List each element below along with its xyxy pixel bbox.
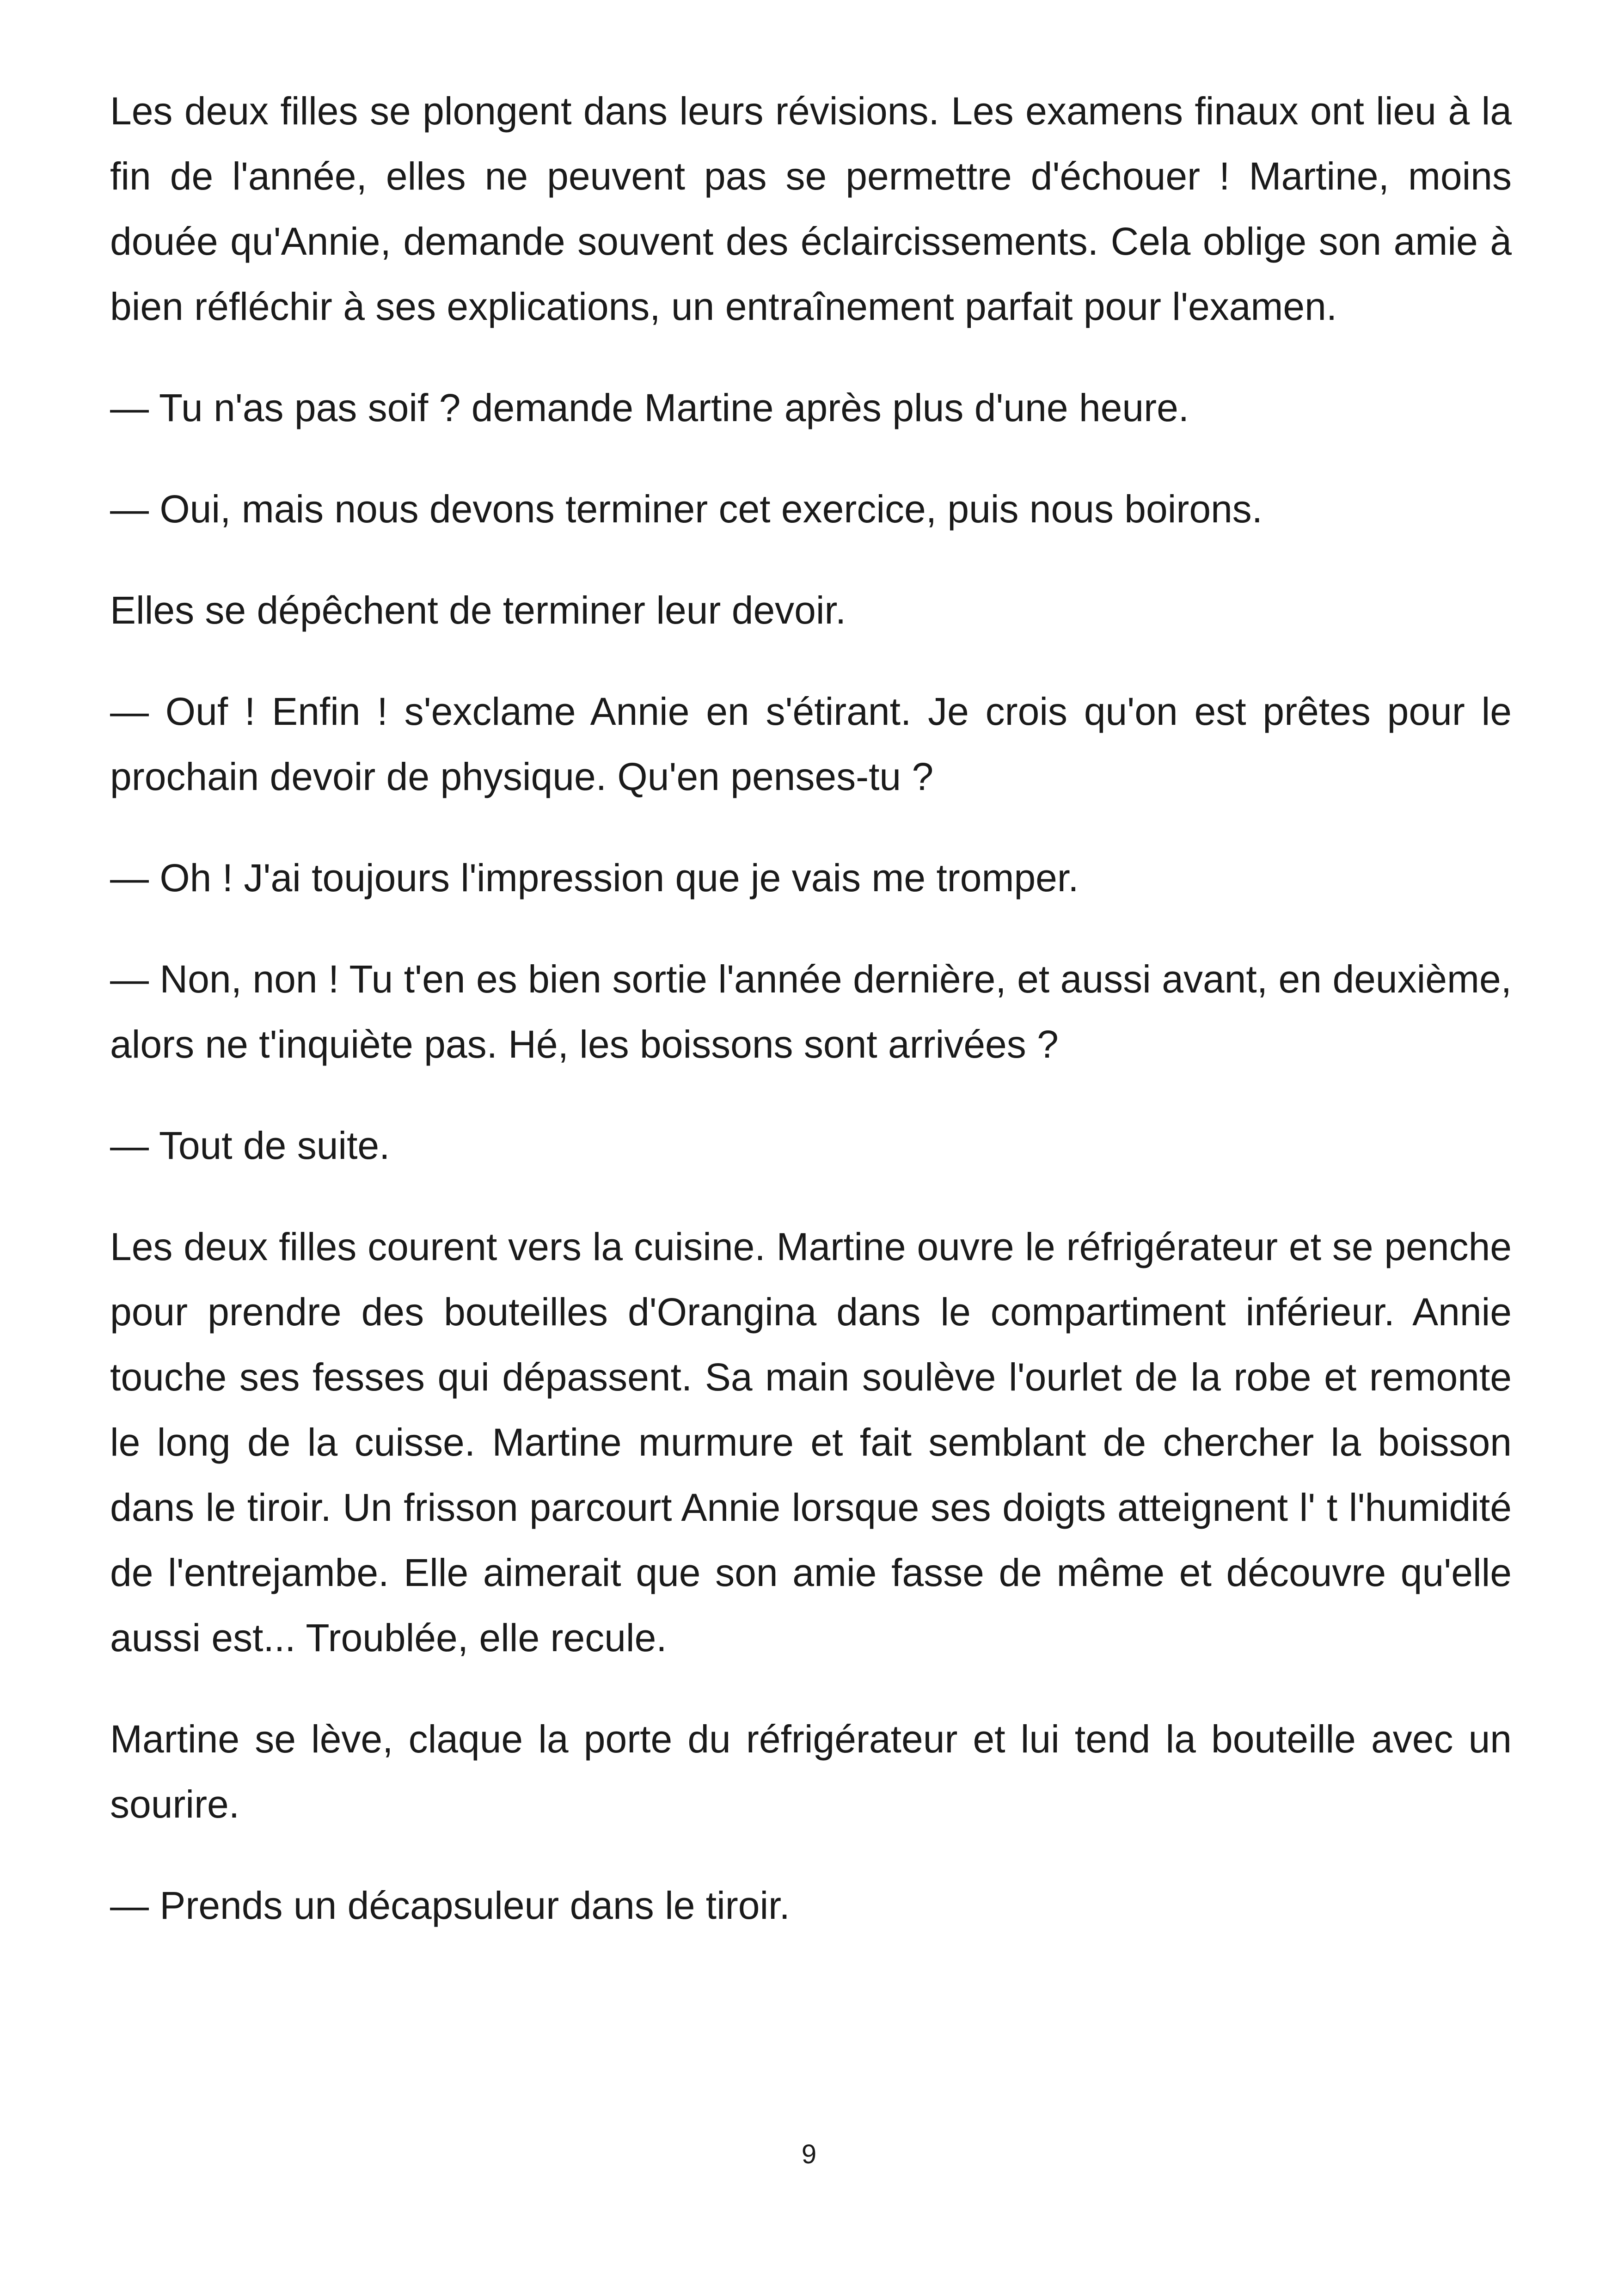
- paragraph-dialogue: — Prends un décapsuleur dans le tiroir.: [110, 1884, 790, 1927]
- paragraph-narration: Les deux filles courent vers la cuisine. Martine ouvre le réfrigérateur et se penche pour prendre des bouteilles d'Orangina dans le compartiment inférieur. Annie touche ses fesses qui dépassent. Sa main soulève l'ourlet de la robe et remonte le long de la cuisse. Martine murmure et fait semblant de chercher la boisson dans le tiroir. Un frisson parcourt Annie lorsque ses doigts atteignent l' t l'humidité de l'entrejambe. Elle aimerait que son amie fasse de même et découvre qu'elle aussi est... Troublée, elle recule.: [110, 1225, 1512, 1659]
- paragraph-dialogue: — Ouf ! Enfin ! s'exclame Annie en s'étirant. Je crois qu'on est prêtes pour le prochain devoir de physique. Qu'en penses-tu ?: [110, 690, 1512, 798]
- page-number: 9: [801, 2139, 817, 2169]
- paragraph-narration: Les deux filles se plongent dans leurs révisions. Les examens finaux ont lieu à la fin de l'année, elles ne peuvent pas se permettre d'échouer ! Martine, moins douée qu'Annie, demande souvent des éclaircissements. Cela oblige son amie à bien réfléchir à ses explications, un entraînement parfait pour l'examen.: [110, 89, 1512, 328]
- paragraph-dialogue: — Tu n'as pas soif ? demande Martine après plus d'une heure.: [110, 386, 1189, 429]
- paragraph-narration: Elles se dépêchent de terminer leur devoir.: [110, 588, 846, 632]
- paragraph-narration: Martine se lève, claque la porte du réfrigérateur et lui tend la bouteille avec un sourire.: [110, 1717, 1512, 1826]
- paragraph-dialogue: — Oh ! J'ai toujours l'impression que je vais me tromper.: [110, 856, 1079, 900]
- paragraph-dialogue: — Non, non ! Tu t'en es bien sortie l'année dernière, et aussi avant, en deuxième, alors ne t'inquiète pas. Hé, les boissons sont arrivées ?: [110, 957, 1512, 1066]
- paragraph-dialogue: — Oui, mais nous devons terminer cet exercice, puis nous boirons.: [110, 487, 1263, 531]
- document-page: [110, 79, 1512, 1974]
- paragraph-dialogue: — Tout de suite.: [110, 1124, 390, 1167]
